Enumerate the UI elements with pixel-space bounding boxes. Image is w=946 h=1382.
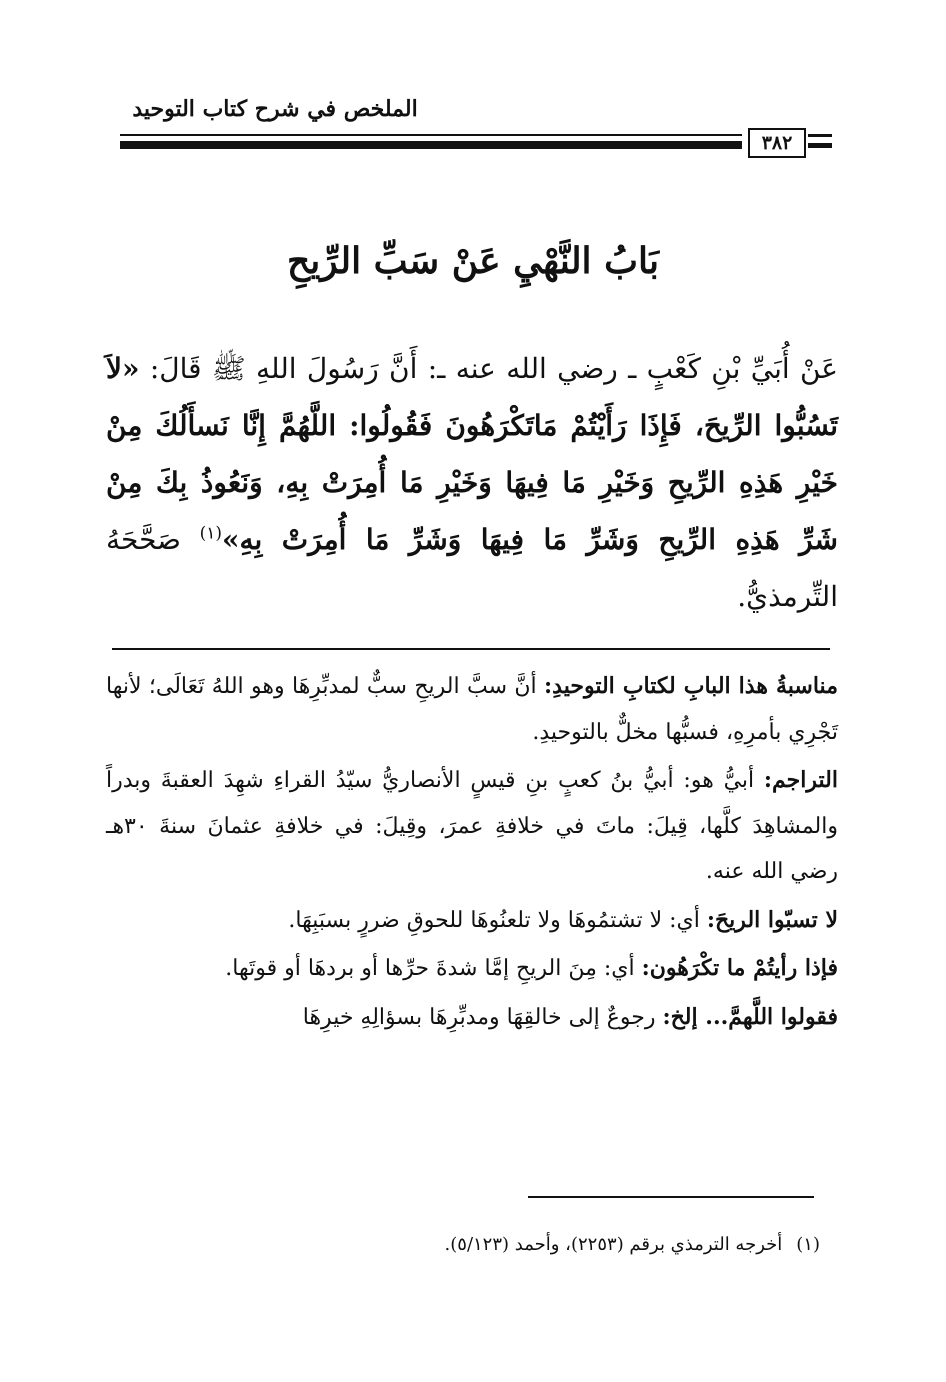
commentary-term: مناسبةُ هذا البابِ لكتابِ التوحيدِ: bbox=[544, 673, 838, 699]
chapter-title: بَابُ النَّهْيِ عَنْ سَبِّ الرِّيحِ bbox=[287, 240, 659, 282]
page-number-ornament bbox=[808, 134, 832, 137]
commentary-paragraph bbox=[106, 946, 838, 992]
footnote-text: أخرجه الترمذي برقم (٢٢٥٣)، وأحمد (٥/١٢٣). bbox=[444, 1234, 783, 1255]
commentary-term: لا تسبّوا الريحَ: bbox=[706, 906, 838, 933]
page-number: ٣٨٢ bbox=[748, 128, 806, 158]
header-rule-thick bbox=[120, 141, 742, 149]
footnote bbox=[300, 1234, 820, 1255]
hadith-quote: «لاَ تَسُبُّوا الرِّيحَ، فَإِذَا رَأَيْتُمْ مَاتَكْرَهُونَ فَقُولُوا: اللَّهُمَّ إِنَّا نَسأَلُكَ مِنْ خَيْرِ هَذِهِ الرِّيحِ وَخَيْرِ مَا فِيهَا وَخَيْرِ مَا أُمِرَتْ بِهِ، وَنَعُوذُ بِكَ مِنْ شَرِّ هَذِهِ الرِّيحِ وَشَرِّ مَا فِيهَا وَشَرِّ مَا أُمِرَتْ بِهِ» bbox=[106, 352, 838, 556]
commentary-term: فإذا رأيتُمْ ما تكْرَهُون: bbox=[641, 955, 838, 981]
footnote-marker[interactable]: (١) bbox=[199, 523, 222, 544]
commentary-text: أنَّ سبَّ الريحِ سبٌّ لمدبِّرِهَا وهو اللهُ تَعَالَى؛ لأنها تَجْرِي بأمرِهِ، فسبُّها مخلٌّ بالتوحيدِ. bbox=[106, 674, 838, 745]
commentary-section bbox=[106, 664, 838, 1043]
commentary-text: أي: لا تشتمُوهَا ولا تلعنُوهَا للحوقِ ضررٍ بسبَبِهَا. bbox=[288, 907, 707, 933]
commentary-text: رجوعٌ إلى خالقِهَا ومدبِّرِهَا بسؤالِهِ خيرِهَا bbox=[302, 1004, 663, 1030]
hadith-text bbox=[106, 340, 838, 625]
commentary-paragraph bbox=[106, 664, 838, 755]
page-number-ornament bbox=[808, 143, 832, 148]
commentary-text: أي: مِنَ الريحِ إمَّا شدةَ حرِّها أو بردهَا أو قوتَها. bbox=[225, 956, 642, 981]
header-rule-thin bbox=[120, 134, 742, 136]
commentary-paragraph bbox=[106, 995, 838, 1041]
footnote-divider bbox=[528, 1196, 814, 1198]
commentary-paragraph bbox=[106, 758, 838, 895]
footnote-number: (١) bbox=[796, 1234, 820, 1255]
running-title: الملخص في شرح كتاب التوحيد bbox=[132, 96, 418, 122]
commentary-paragraph bbox=[106, 898, 838, 944]
commentary-text: أبيُّ هو: أبيُّ بنُ كعبٍ بنِ قيسٍ الأنصاريُّ سيّدُ القراءِ شهِدَ العقبةَ وبدراً والمشاهِدَ كلَّها، قِيلَ: ماتَ في خلافةِ عمرَ، وقِيلَ: في خلافةِ عثمانَ سنةَ ٣٠هـ رضي الله عنه. bbox=[106, 768, 838, 884]
commentary-term: فقولوا اللَّهمَّ... إلخ: bbox=[662, 1003, 838, 1030]
commentary-term: التراجم: bbox=[763, 767, 838, 793]
hadith-grading: صَحَّحَهُ التِّرمذيُّ. bbox=[106, 523, 838, 613]
hadith-intro: عَنْ أُبَيِّ بْنِ كَعْبٍ ـ رضي الله عنه ـ: أَنَّ رَسُولَ اللهِ ﷺ قَالَ: bbox=[149, 352, 838, 385]
section-divider bbox=[112, 648, 830, 650]
